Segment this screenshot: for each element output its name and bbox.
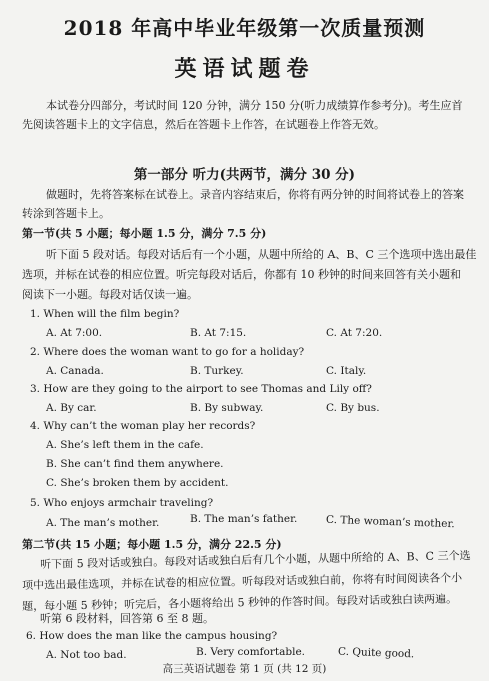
section2-instruction-3: 题，每小题 5 秒钟；听完后，各小题将给出 5 秒钟的作答时间。每段对话或独白读两遍。 xyxy=(22,592,458,613)
part1-heading: 第一部分 听力(共两节，满分 30 分) xyxy=(133,167,356,183)
intro-line-2: 先阅读答题卡上的文字信息，然后在答题卡上作答，在试题卷上作答无效。 xyxy=(22,118,385,131)
q2-option-c: C. Italy. xyxy=(326,365,367,377)
q1-option-b: B. At 7:15. xyxy=(190,327,247,339)
q2-option-a: A. Canada. xyxy=(46,365,104,377)
section1-instruction-3: 阅读下一小题。每段对话仅读一遍。 xyxy=(22,288,198,301)
q6-option-b: B. Very comfortable. xyxy=(196,646,306,658)
section2-instruction-1: 听下面 5 段对话或独白。每段对话或独白后有几个小题，从题中所给的 A、B、C 三个选 xyxy=(40,548,471,571)
q3-option-c: C. By bus. xyxy=(326,402,380,414)
question-6: 6. How does the man like the campus housing? xyxy=(26,630,278,642)
part1-instruction-1: 做题时，先将答案标在试卷上。录音内容结束后，你将有两分钟的时间将试卷上的答案 xyxy=(46,188,464,201)
question-4: 4. Why can’t the woman play her records? xyxy=(30,420,256,432)
q1-option-a: A. At 7:00. xyxy=(46,327,103,339)
exam-title: 2018 年高中毕业年级第一次质量预测 xyxy=(63,16,426,40)
q4-option-a: A. She’s left them in the cafe. xyxy=(46,439,204,451)
section1-instruction-2: 选项，并标在试卷的相应位置。听完每段对话后，你都有 10 秒钟的时间来回答有关小题和 xyxy=(22,268,461,281)
question-3: 3. How are they going to the airport to see Thomas and Lily off? xyxy=(30,383,372,395)
q5-option-c: C. The woman’s mother. xyxy=(325,513,455,531)
q4-option-c: C. She’s broken them by accident. xyxy=(46,477,229,489)
q1-option-c: C. At 7:20. xyxy=(326,327,383,339)
q6-option-c: C. Quite good. xyxy=(337,645,415,661)
section1-instruction-1: 听下面 5 段对话。每段对话后有一个小题，从题中所给的 A、B、C 三个选项中选出最佳 xyxy=(46,248,477,261)
q4-option-b: B. She can’t find them anywhere. xyxy=(46,458,224,470)
q5-option-b: B. The man’s father. xyxy=(190,513,298,525)
q3-option-a: A. By car. xyxy=(46,402,97,414)
section2-instruction-2: 项中选出最佳选项，并标在试卷的相应位置。听每段对话或独白前，你将有时间阅读各个小 xyxy=(22,571,463,592)
q6-option-a: A. Not too bad. xyxy=(46,649,127,661)
part1-instruction-2: 转涂到答题卡上。 xyxy=(22,207,110,220)
q2-option-b: B. Turkey. xyxy=(190,365,244,377)
question-5: 5. Who enjoys armchair traveling? xyxy=(30,497,214,509)
question-2: 2. Where does the woman want to go for a holiday? xyxy=(30,346,305,358)
section2-instruction-4: 听第 6 段材料，回答第 6 至 8 题。 xyxy=(40,612,214,625)
question-1: 1. When will the film begin? xyxy=(30,308,180,320)
page-footer: 高三英语试题卷 第 1 页 (共 12 页) xyxy=(162,663,327,675)
section2-heading: 第二节(共 15 小题；每小题 1.5 分，满分 22.5 分) xyxy=(22,538,282,551)
section1-heading: 第一节(共 5 小题；每小题 1.5 分，满分 7.5 分) xyxy=(22,227,267,240)
exam-subtitle: 英语试题卷 xyxy=(174,56,315,82)
intro-line-1: 本试卷分四部分，考试时间 120 分钟，满分 150 分(听力成绩算作参考分)。考生应首 xyxy=(46,99,463,112)
q5-option-a: A. The man’s mother. xyxy=(46,517,160,529)
q3-option-b: B. By subway. xyxy=(190,402,264,414)
